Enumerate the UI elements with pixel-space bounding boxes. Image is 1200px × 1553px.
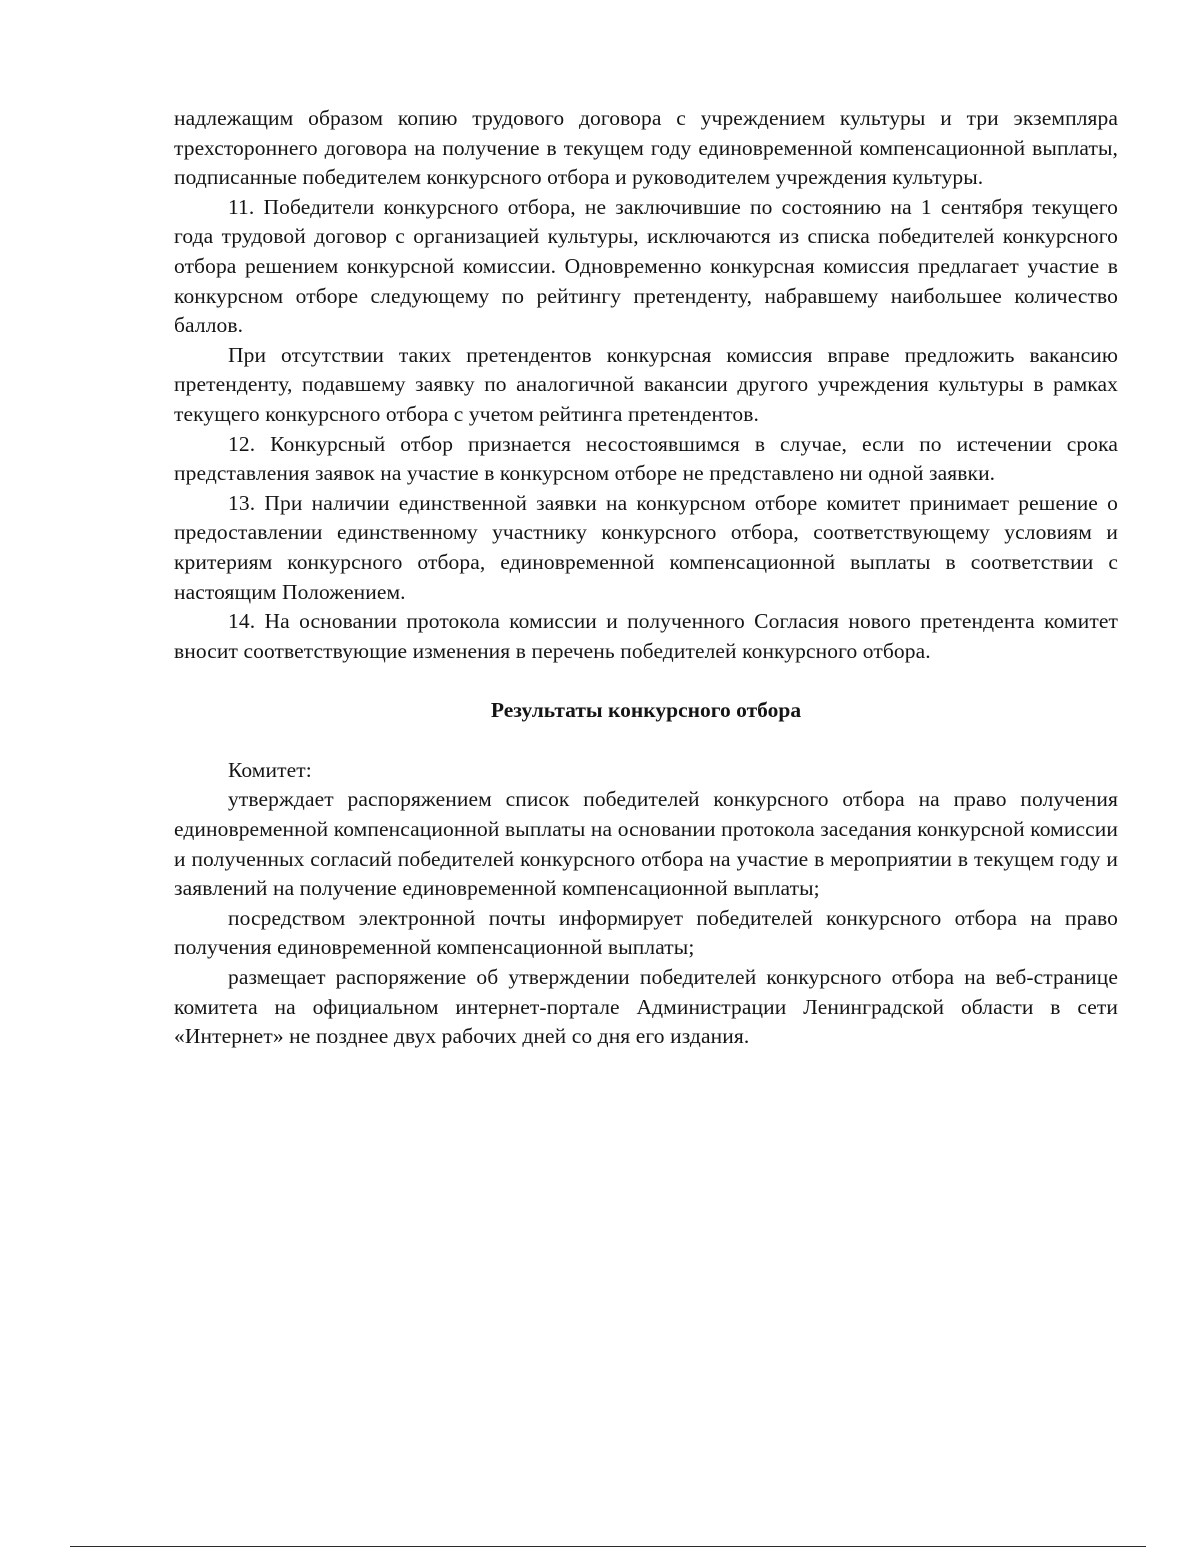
section-heading: Результаты конкурсного отбора [490,698,802,723]
paragraph-item-14: 14. На основании протокола комиссии и полученного Согласия нового претендента комитет вносит соответствующие изменения в перечень победителей конкурсного отбора. [174,609,1118,663]
paragraph-continuation: надлежащим образом копию трудового договора с учреждением культуры и три экземпляра трехстороннего договора на получение в текущем году единовременной компенсационной выплаты, подписанные победителем конкурсного отбора и руководителем учреждения культуры. [174,106,1118,190]
paragraph-approves: утверждает распоряжением список победителей конкурсного отбора на право получения единовременной компенсационной выплаты на основании протокола заседания конкурсной комиссии и полученных согласий победителей конкурсного отбора на участие в мероприятии в текущем году и заявлений на получение единовременной компенсационной выплаты; [174,787,1118,901]
paragraph-committee: Комитет: [228,757,312,782]
paragraph-informs: посредством электронной почты информирует победителей конкурсного отбора на право получения единовременной компенсационной выплаты; [174,905,1118,960]
paragraph-publishes: размещает распоряжение об утверждении победителей конкурсного отбора на веб-странице комитета на официальном интернет-портале Администрации Ленинградской области в сети «Интернет» не позднее двух рабочих дней со дня его издания. [174,965,1118,1049]
paragraph-item-12: 12. Конкурсный отбор признается несостоявшимся в случае, если по истечении срока представления заявок на участие в конкурсном отборе не представлено ни одной заявки. [174,431,1118,486]
document-page [174,104,1118,1052]
paragraph-item-13: 13. При наличии единственной заявки на конкурсном отборе комитет принимает решение о предоставлении единственному участнику конкурсного отбора, соответствующему условиям и критериям конкурсного отбора, единовременной компенсационной выплаты в соответствии с настоящим Положением. [174,490,1118,604]
paragraph-item-11: 11. Победители конкурсного отбора, не заключившие по состоянию на 1 сентября текущего года трудовой договор с организацией культуры, исключаются из списка победителей конкурсного отбора решением конкурсной комиссии. Одновременно конкурсная комиссия предлагает участие в конкурсном отборе следующему по рейтингу претенденту, набравшему наибольшее количество баллов. [174,194,1118,338]
page-bottom-rule [70,1546,1146,1547]
paragraph-item-11-note: При отсутствии таких претендентов конкурсная комиссия вправе предложить вакансию претенденту, подавшему заявку по аналогичной вакансии другого учреждения культуры в рамках текущего конкурсного отбора с учетом рейтинга претендентов. [174,342,1118,426]
